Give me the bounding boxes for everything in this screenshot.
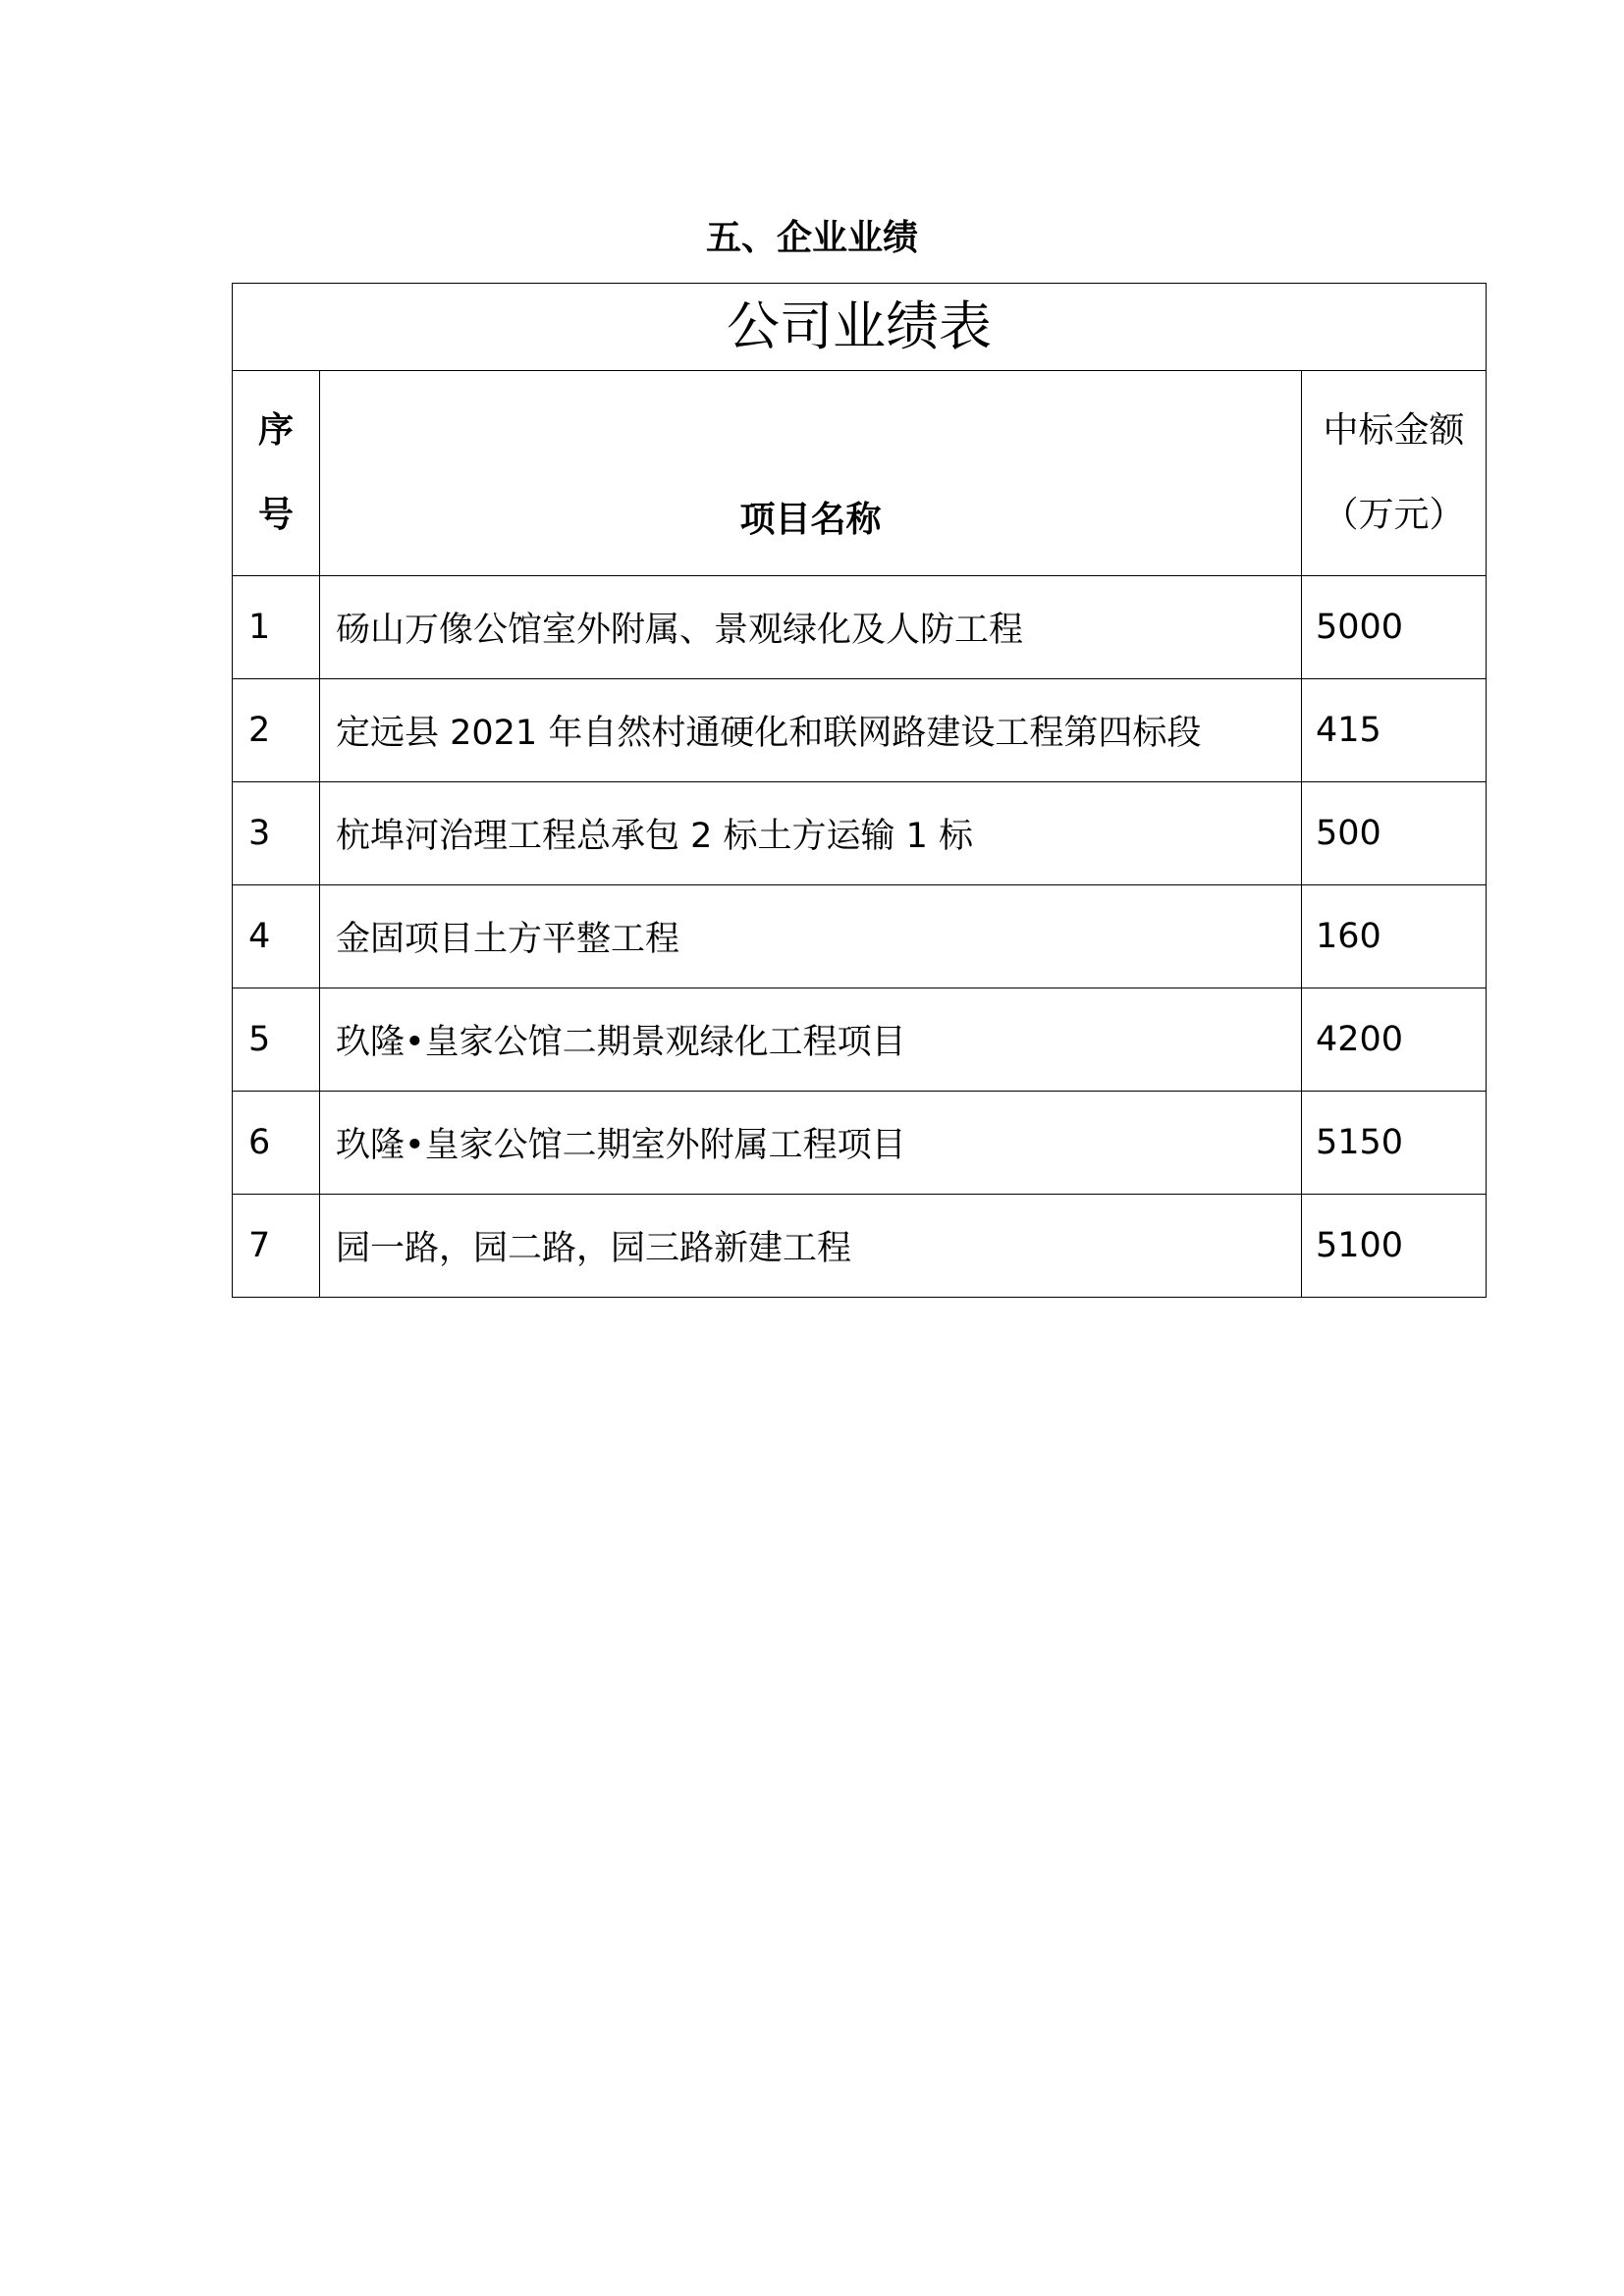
header-project-name-label: 项目名称 bbox=[739, 500, 882, 540]
row-amount: 160 bbox=[1302, 885, 1487, 988]
row-index: 7 bbox=[233, 1195, 320, 1298]
row-index: 6 bbox=[233, 1092, 320, 1195]
table-title-row bbox=[233, 284, 1487, 371]
row-project-name: 玖隆•皇家公馆二期景观绿化工程项目 bbox=[320, 988, 1302, 1092]
row-project-name: 定远县 2021 年自然村通硬化和联网路建设工程第四标段 bbox=[320, 679, 1302, 782]
table-row bbox=[233, 576, 1487, 679]
row-amount: 5100 bbox=[1302, 1195, 1487, 1298]
row-index: 3 bbox=[233, 782, 320, 885]
table-title: 公司业绩表 bbox=[233, 284, 1487, 371]
section-title: 五、企业业绩 bbox=[705, 218, 918, 258]
row-project-name: 园一路，园二路，园三路新建工程 bbox=[320, 1195, 1302, 1298]
header-project-name bbox=[320, 371, 1302, 576]
table-row bbox=[233, 782, 1487, 885]
row-amount: 5150 bbox=[1302, 1092, 1487, 1195]
row-index: 1 bbox=[233, 576, 320, 679]
table-row bbox=[233, 885, 1487, 988]
performance-table bbox=[232, 283, 1487, 1298]
table-row bbox=[233, 988, 1487, 1092]
header-index-line2: 号 bbox=[257, 495, 294, 535]
row-project-name: 砀山万像公馆室外附属、景观绿化及人防工程 bbox=[320, 576, 1302, 679]
row-amount: 500 bbox=[1302, 782, 1487, 885]
row-amount: 4200 bbox=[1302, 988, 1487, 1092]
table-row bbox=[233, 679, 1487, 782]
header-amount-line1: 中标金额 bbox=[1323, 410, 1465, 451]
row-project-name: 玖隆•皇家公馆二期室外附属工程项目 bbox=[320, 1092, 1302, 1195]
row-index: 2 bbox=[233, 679, 320, 782]
row-project-name: 杭埠河治理工程总承包 2 标土方运输 1 标 bbox=[320, 782, 1302, 885]
table-row bbox=[233, 1195, 1487, 1298]
table-row bbox=[233, 1092, 1487, 1195]
table-header-row bbox=[233, 371, 1487, 576]
header-amount-line2: （万元） bbox=[1323, 495, 1465, 535]
row-amount: 415 bbox=[1302, 679, 1487, 782]
row-project-name: 金固项目土方平整工程 bbox=[320, 885, 1302, 988]
header-bid-amount bbox=[1302, 371, 1487, 576]
row-amount: 5000 bbox=[1302, 576, 1487, 679]
row-index: 4 bbox=[233, 885, 320, 988]
header-index bbox=[233, 371, 320, 576]
row-index: 5 bbox=[233, 988, 320, 1092]
header-index-line1: 序 bbox=[257, 410, 294, 451]
